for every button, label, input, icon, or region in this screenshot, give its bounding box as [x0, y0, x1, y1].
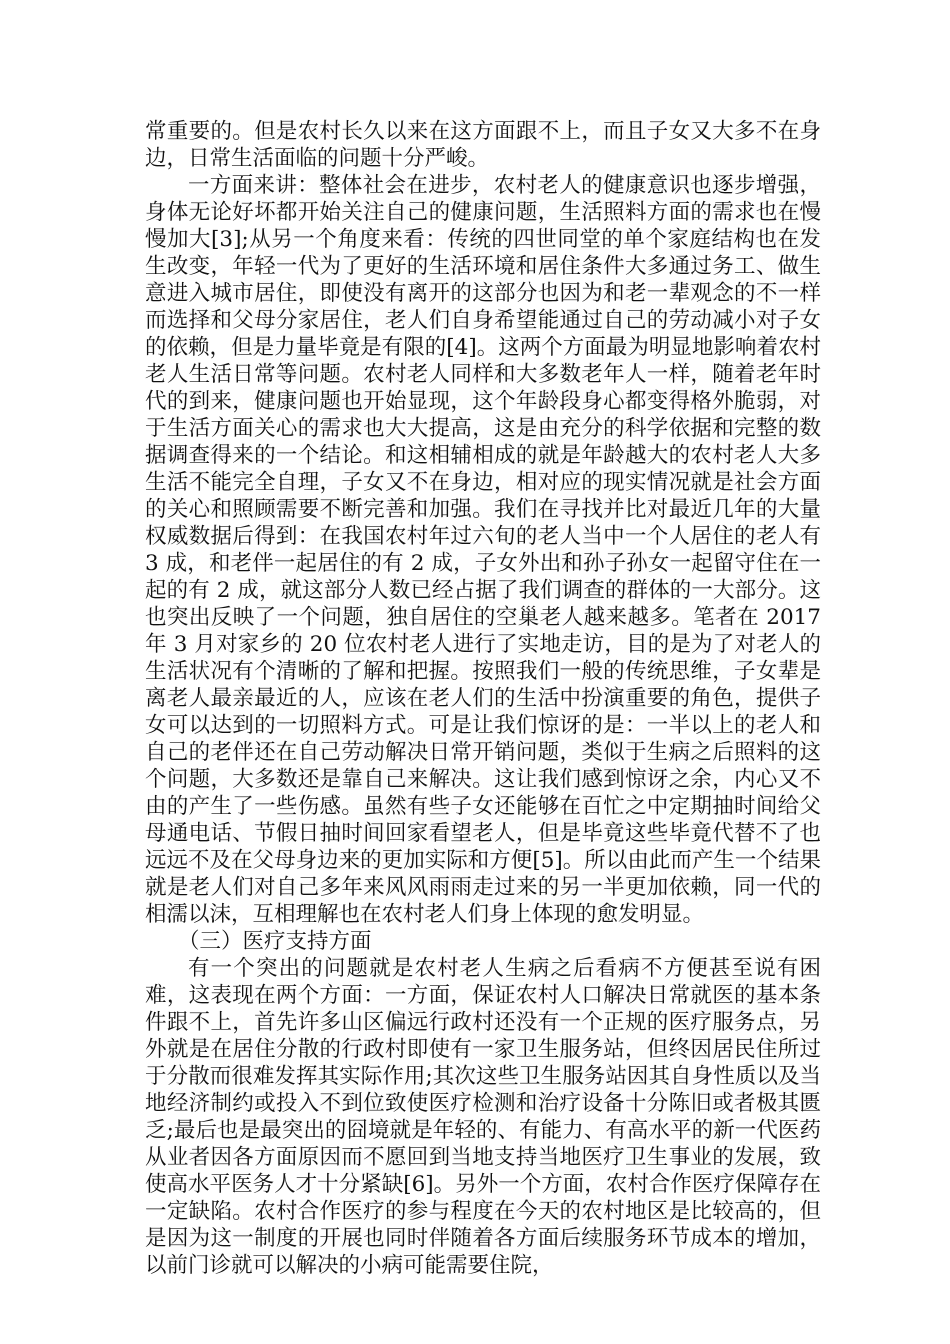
section-heading-medical-support: （三）医疗支持方面 — [178, 929, 372, 954]
paragraph-continuation: 常重要的。但是农村长久以来在这方面跟不上，而且子女又大多不在身边，日常生活面临的问题十分严峻。 — [145, 119, 821, 171]
document-page — [145, 118, 821, 1279]
paragraph-living-care: 一方面来讲：整体社会在进步，农村老人的健康意识也逐步增强，身体无论好坏都开始关注自己的健康问题，生活照料方面的需求也在慢慢加大[3];从另一个角度来看：传统的四世同堂的单个家庭结构也在发生改变，年轻一代为了更好的生活环境和居住条件大多通过务工、做生意进入城市居住，即使没有离开的这部分也因为和老一辈观念的不一样而选择和父母分家居住，老人们自身希望能通过自己的劳动减小对子女的依赖，但是力量毕竟是有限的[4]。这两个方面最为明显地影响着农村老人生活日常等问题。农村老人同样和大多数老年人一样，随着老年时代的到来，健康问题也开始显现，这个年龄段身心都变得格外脆弱，对于生活方面关心的需求也大大提高，这是由充分的科学依据和完整的数据调查得来的一个结论。和这相辅相成的就是年龄越大的农村老人大多生活不能完全自理，子女又不在身边，相对应的现实情况就是社会方面的关心和照顾需要不断完善和加强。我们在寻找并比对最近几年的大量权威数据后得到：在我国农村年过六旬的老人当中一个人居住的老人有 3 成，和老伴一起居住的有 2 成，子女外出和孙子孙女一起留守住在一起的有 2 成，就这部分人数已经占据了我们调查的群体的一大部分。这也突出反映了一个问题，独自居住的空巢老人越来越多。笔者在 2017 年 3 月对家乡的 20 位农村老人进行了实地走访，目的是为了对老人的生活状况有个清晰的了解和把握。按照我们一般的传统思维，子女辈是离老人最亲最近的人，应该在老人们的生活中扮演重要的角色，提供子女可以达到的一切照料方式。可是让我们惊讶的是：一半以上的老人和自己的老伴还在自己劳动解决日常开销问题，类似于生病之后照料的这个问题，大多数还是靠自己来解决。这让我们感到惊讶之余，内心又不由的产生了一些伤感。虽然有些子女还能够在百忙之中定期抽时间给父母通电话、节假日抽时间回家看望老人，但是毕竟这些毕竟代替不了也远远不及在父母身边来的更加实际和方便[5]。所以由此而产生一个结果就是老人们对自己多年来风风雨雨走过来的另一半更加依赖，同一代的相濡以沫，互相理解也在农村老人们身上体现的愈发明显。 — [145, 173, 821, 927]
paragraph-medical-support: 有一个突出的问题就是农村老人生病之后看病不方便甚至说有困难，这表现在两个方面：一方面，保证农村人口解决日常就医的基本条件跟不上，首先许多山区偏远行政村还没有一个正规的医疗服务点，另外就是在居住分散的行政村即使有一家卫生服务站，但终因居民住所过于分散而很难发挥其实际作用;其次这些卫生服务站因其自身性质以及当地经济制约或投入不到位致使医疗检测和治疗设备十分陈旧或者极其匮乏;最后也是最突出的囧境就是年轻的、有能力、有高水平的新一代医药从业者因各方面原因而不愿回到当地支持当地医疗卫生事业的发展，致使高水平医务人才十分紧缺[6]。另外一个方面，农村合作医疗保障存在一定缺陷。农村合作医疗的参与程度在今天的农村地区是比较高的，但是因为这一制度的开展也同时伴随着各方面后续服务环节成本的增加，以前门诊就可以解决的小病可能需要住院， — [145, 956, 821, 1278]
